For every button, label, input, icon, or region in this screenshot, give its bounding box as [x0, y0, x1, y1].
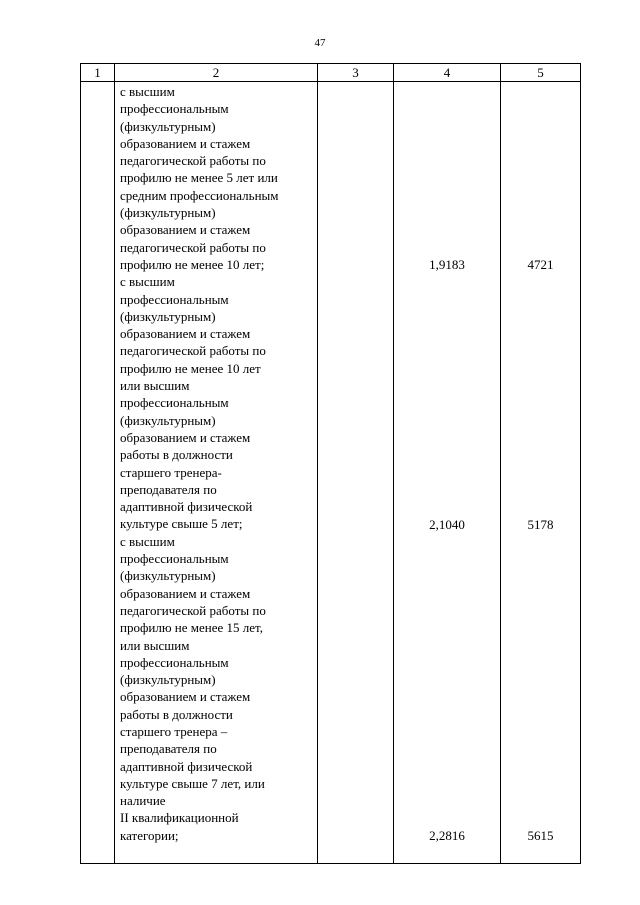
empty-cell-col-3 [318, 82, 394, 864]
coefficient-value: 1,9183 [429, 257, 465, 272]
text-line: профилю не менее 15 лет, [120, 620, 263, 636]
salary-value: 5615 [527, 827, 554, 843]
qualification-text-cell [115, 82, 318, 864]
text-line: с высшим [120, 84, 175, 99]
text-line: профессиональным [120, 291, 229, 307]
text-line: адаптивной физической [120, 499, 253, 515]
text-line: работы в должности [120, 447, 233, 463]
text-line: (физкультурным) [120, 568, 216, 584]
text-line: средним профессиональным [120, 187, 279, 203]
text-line: профилю не менее 10 лет; [120, 256, 265, 272]
text-line: (физкультурным) [120, 308, 216, 324]
text-line: старшего тренера- [120, 464, 222, 480]
text-line: культуре свыше 7 лет, или [120, 775, 265, 791]
text-line: (физкультурным) [120, 118, 216, 134]
header-col-5: 5 [501, 64, 581, 82]
text-line: категории; [120, 827, 179, 843]
text-line: или высшим [120, 378, 190, 394]
text-line: образованием и стажем [120, 585, 251, 601]
text-line: образованием и стажем [120, 135, 251, 151]
text-line: образованием и стажем [120, 326, 251, 342]
text-line: наличие [120, 793, 166, 809]
salary-value: 4721 [527, 257, 554, 272]
text-line: профессиональным [120, 101, 229, 117]
page-number: 47 [314, 37, 326, 49]
header-col-3: 3 [318, 64, 394, 82]
qualification-text [120, 83, 317, 844]
table-header-row [81, 64, 581, 82]
text-line: преподавателя по [120, 741, 217, 757]
text-line: профилю не менее 10 лет [120, 360, 261, 376]
text-line: образованием и стажем [120, 689, 251, 705]
text-line: культуре свыше 5 лет; [120, 516, 243, 532]
text-line: профессиональным [120, 551, 229, 567]
text-line: преподавателя по [120, 481, 217, 497]
text-line: образованием и стажем [120, 429, 251, 445]
coefficient-column [394, 82, 500, 862]
text-line: (физкультурным) [120, 205, 216, 221]
text-line: педагогической работы по [120, 343, 266, 359]
header-col-1: 1 [81, 64, 115, 82]
header-col-4: 4 [394, 64, 501, 82]
coefficient-value: 2,2816 [429, 827, 465, 843]
text-line: педагогической работы по [120, 153, 266, 169]
salary-value: 5178 [527, 516, 554, 532]
text-line: профессиональным [120, 395, 229, 411]
qualification-block [120, 533, 317, 844]
text-line: профессиональным [120, 654, 229, 670]
salary-cell [501, 82, 581, 864]
salary-column [501, 82, 580, 862]
text-line: или высшим [120, 637, 190, 653]
empty-cell-col-1 [81, 82, 115, 864]
text-line: работы в должности [120, 706, 233, 722]
text-line: адаптивной физической [120, 758, 253, 774]
text-line: старшего тренера – [120, 723, 228, 739]
text-line: педагогической работы по [120, 239, 266, 255]
text-line: II квалификационной [120, 810, 239, 826]
qualification-block [120, 83, 317, 273]
table-row [81, 82, 581, 864]
qualification-block [120, 273, 317, 532]
coefficient-cell [394, 82, 501, 864]
text-line: профилю не менее 5 лет или [120, 170, 278, 186]
header-col-2: 2 [115, 64, 318, 82]
text-line: (физкультурным) [120, 412, 216, 428]
text-line: с высшим [120, 274, 175, 290]
text-line: образованием и стажем [120, 222, 251, 238]
text-line: (физкультурным) [120, 672, 216, 688]
text-line: педагогической работы по [120, 602, 266, 618]
text-line: с высшим [120, 533, 175, 549]
salary-table [80, 63, 581, 864]
coefficient-value: 2,1040 [429, 516, 465, 532]
